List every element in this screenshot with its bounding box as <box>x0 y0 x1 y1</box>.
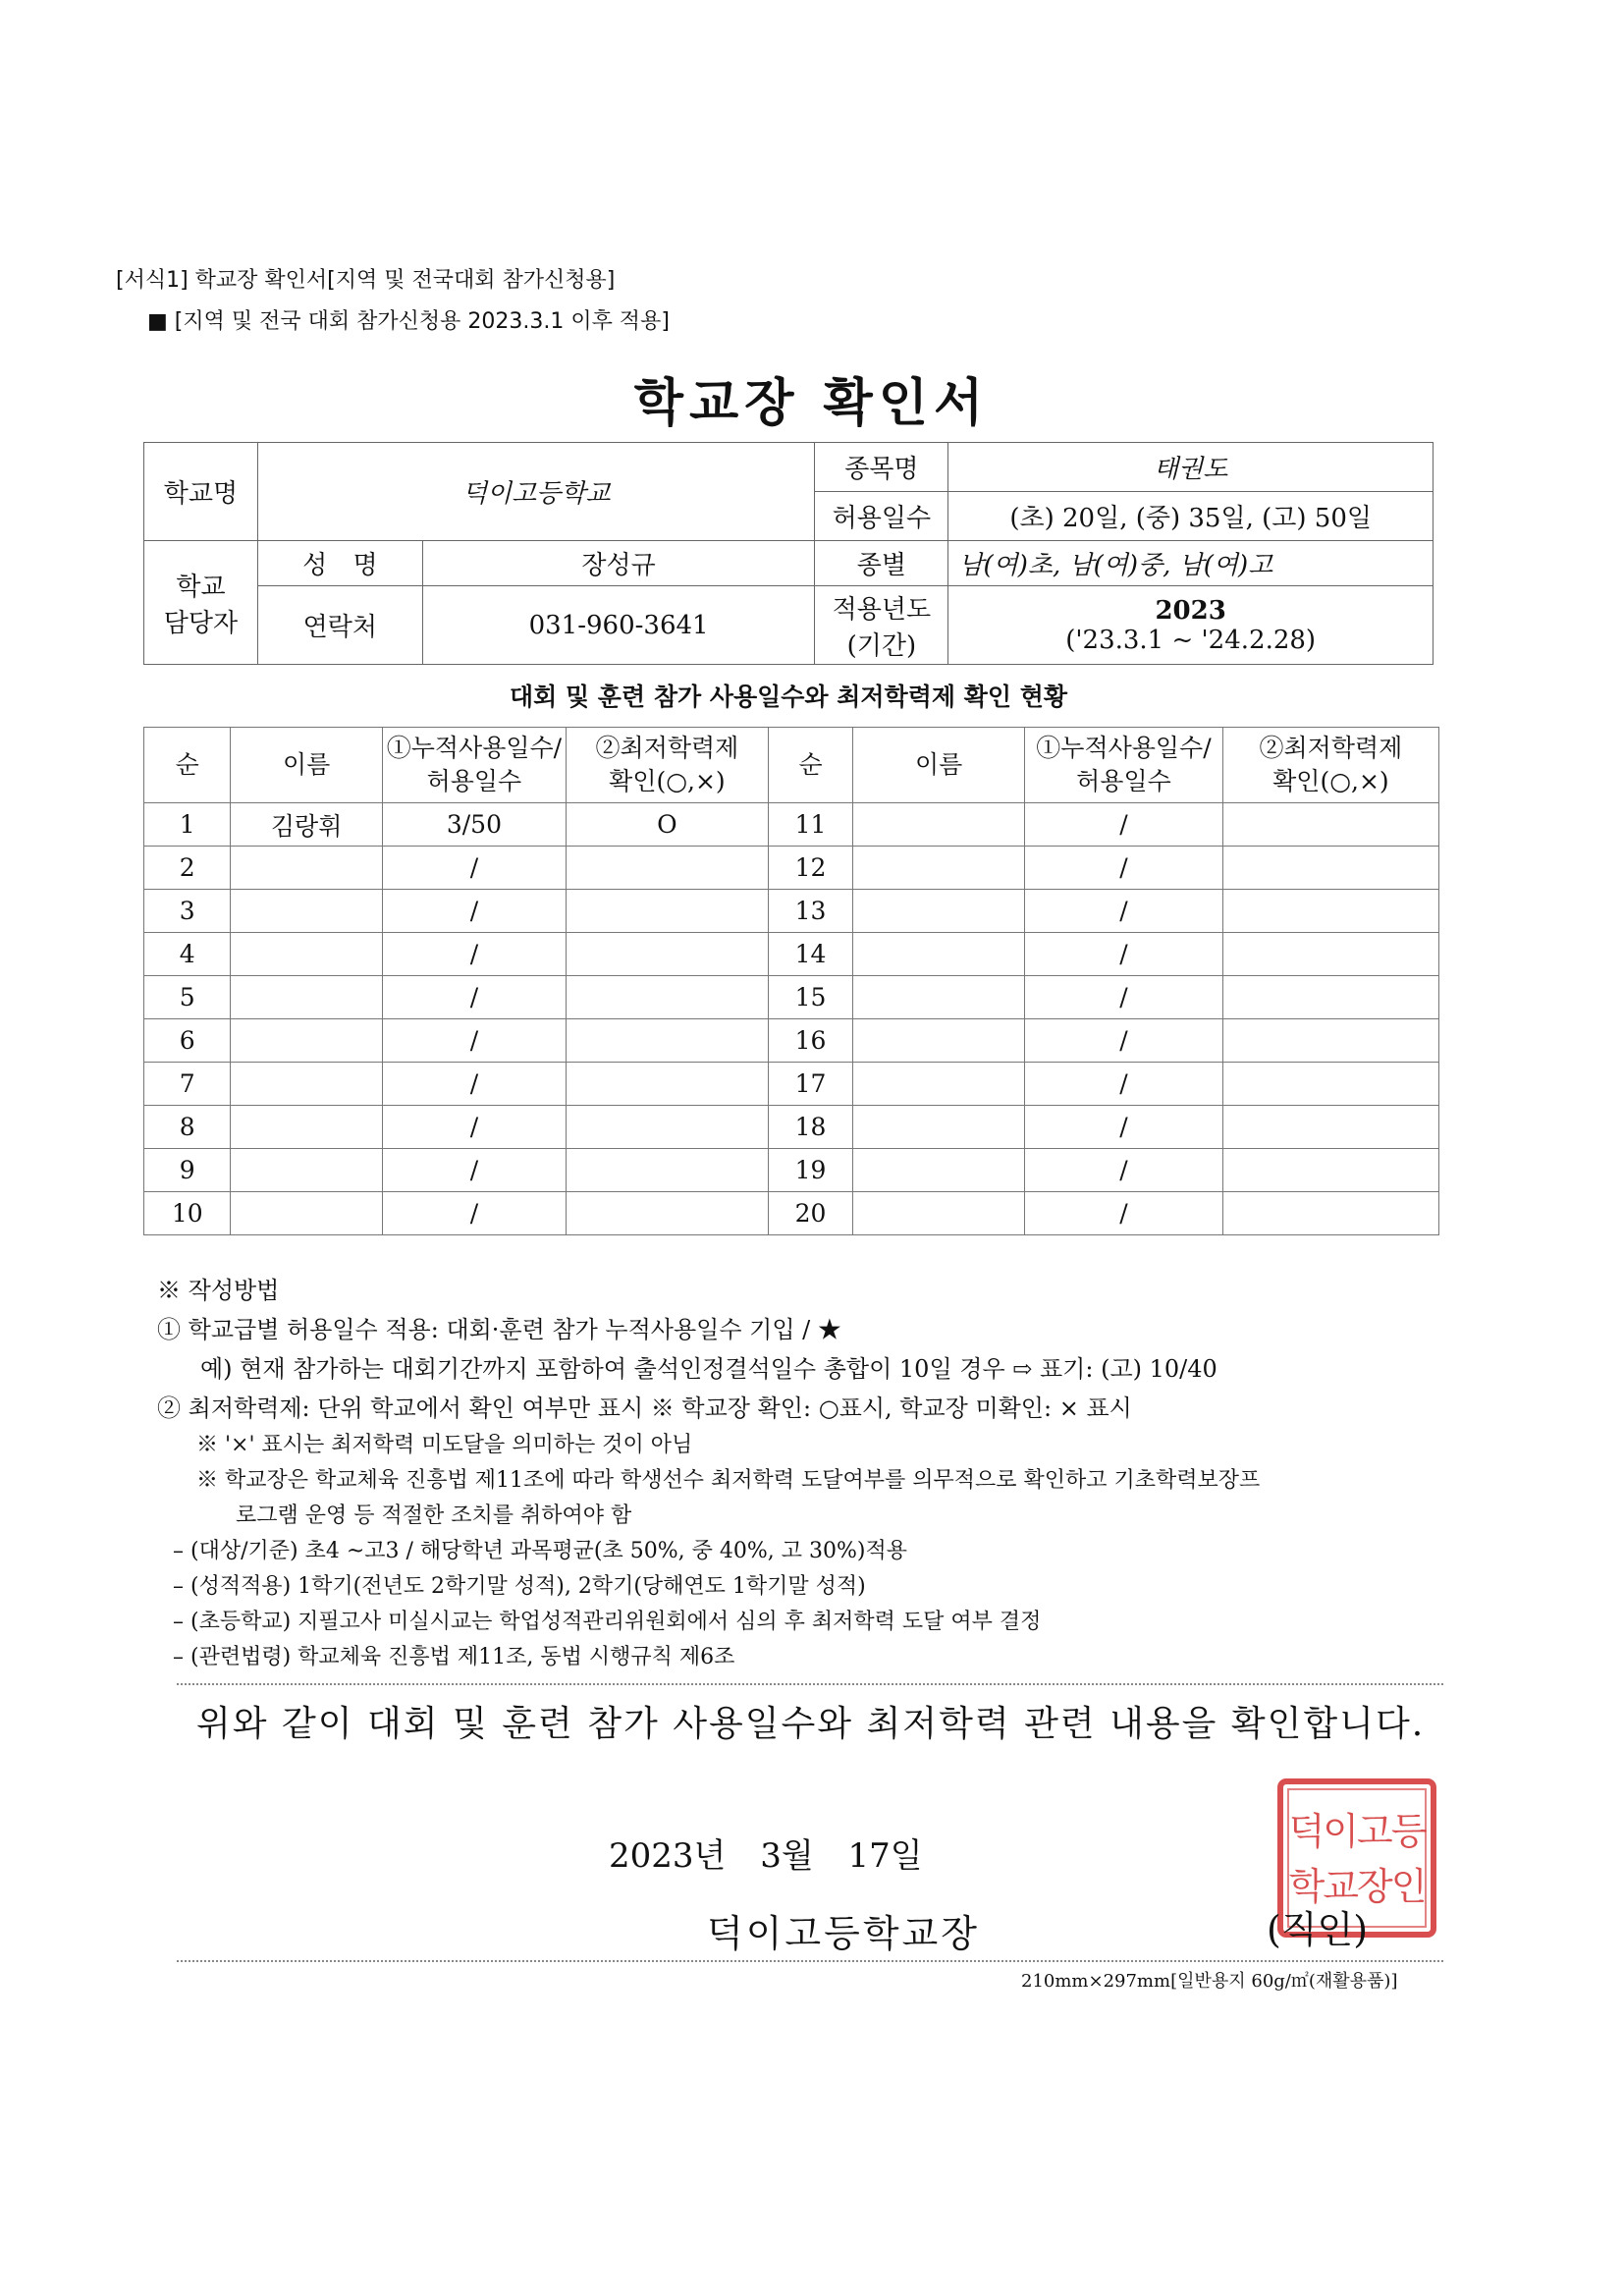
row-no: 14 <box>768 933 852 976</box>
paper-spec: 210mm×297mm[일반용지 60g/㎡(재활용품)] <box>1021 1971 1398 1992</box>
row-name <box>853 1149 1025 1192</box>
row-name <box>231 1106 382 1149</box>
col-name-right: 이름 <box>853 728 1025 803</box>
row-no: 13 <box>768 890 852 933</box>
col-no-right: 순 <box>768 728 852 803</box>
divider-bottom <box>177 1960 1443 1962</box>
divider-top <box>177 1683 1443 1685</box>
row-min <box>1222 847 1438 890</box>
row-days: / <box>1025 847 1223 890</box>
table-row <box>144 803 1439 847</box>
row-no: 4 <box>144 933 231 976</box>
table-row <box>144 976 1439 1019</box>
detail-elementary: – (초등학교) 지필고사 미실시교는 학업성적관리위원회에서 심의 후 최저학력 도달 여부 결정 <box>173 1610 1042 1634</box>
seal-label: (직인) <box>1267 1908 1369 1951</box>
row-min <box>567 890 769 933</box>
col-days-line1: ①누적사용일수/ <box>386 734 563 762</box>
row-no: 12 <box>768 847 852 890</box>
row-days: / <box>1025 933 1223 976</box>
row-days: / <box>382 1149 566 1192</box>
row-no: 6 <box>144 1019 231 1063</box>
row-days: / <box>382 847 566 890</box>
date-year: 2023년 <box>609 1836 727 1876</box>
form-label: [서식1] 학교장 확인서[지역 및 전국대회 참가신청용] <box>116 268 616 293</box>
col-min-right <box>1222 728 1438 803</box>
row-name <box>853 890 1025 933</box>
row-days: / <box>382 890 566 933</box>
row-name <box>853 976 1025 1019</box>
category-label: 종별 <box>815 541 948 586</box>
detail-law: – (관련법령) 학교체육 진흥법 제11조, 동법 시행규칙 제6조 <box>173 1645 735 1669</box>
row-name <box>231 1149 382 1192</box>
table-row <box>144 1019 1439 1063</box>
row-name <box>231 847 382 890</box>
col-min-line2: 확인(○,×) <box>1272 767 1389 795</box>
col-days-line1: ①누적사용일수/ <box>1036 734 1212 762</box>
row-no: 5 <box>144 976 231 1019</box>
row-days: / <box>1025 1106 1223 1149</box>
table-row <box>144 847 1439 890</box>
row-days: / <box>1025 803 1223 847</box>
allowed-days-value: (초) 20일, (중) 35일, (고) 50일 <box>948 492 1434 541</box>
row-no: 3 <box>144 890 231 933</box>
row-min <box>567 1019 769 1063</box>
row-name <box>853 1106 1025 1149</box>
row-name <box>231 976 382 1019</box>
table-header-row <box>144 728 1439 803</box>
notes-heading: ※ 작성방법 <box>157 1277 280 1304</box>
row-min <box>1222 803 1438 847</box>
col-no: 순 <box>144 728 231 803</box>
phone-label: 연락처 <box>257 586 422 665</box>
row-no: 10 <box>144 1192 231 1235</box>
row-name <box>853 1192 1025 1235</box>
row-days: / <box>382 1063 566 1106</box>
col-min-line1: ②최저학력제 <box>595 734 739 762</box>
row-min <box>567 847 769 890</box>
row-min <box>567 1063 769 1106</box>
row-name <box>853 1019 1025 1063</box>
note-2-sub-2: ※ 학교장은 학교체육 진흥법 제11조에 따라 학생선수 최저학력 도달여부를 의무적으로 확인하고 기초학력보장프 <box>196 1468 1261 1493</box>
table-row <box>144 1106 1439 1149</box>
row-days: / <box>382 1019 566 1063</box>
period-value: ('23.3.1 ~ '24.2.28) <box>1065 625 1317 655</box>
row-no: 19 <box>768 1149 852 1192</box>
contact-label-line2: 담당자 <box>163 608 239 638</box>
name-value: 장성규 <box>422 541 815 586</box>
row-no: 9 <box>144 1149 231 1192</box>
confirmation-text: 위와 같이 대회 및 훈련 참가 사용일수와 최저학력 관련 내용을 확인합니다. <box>196 1704 1426 1744</box>
row-min <box>567 976 769 1019</box>
event-label: 종목명 <box>815 443 948 492</box>
year-label-line2: (기간) <box>846 630 917 661</box>
row-no: 18 <box>768 1106 852 1149</box>
row-min <box>567 1149 769 1192</box>
detail-target: – (대상/기준) 초4 ~고3 / 해당학년 과목평균(초 50%, 중 40%, 고 30%)적용 <box>173 1539 907 1563</box>
row-min <box>567 1106 769 1149</box>
row-min <box>1222 933 1438 976</box>
row-min <box>1222 1019 1438 1063</box>
row-name <box>231 1063 382 1106</box>
participation-table <box>143 727 1439 1235</box>
name-label: 성 명 <box>257 541 422 586</box>
table-row <box>144 890 1439 933</box>
svg-text:덕이고등: 덕이고등 <box>1288 1810 1426 1853</box>
year-label-line1: 적용년도 <box>832 594 932 625</box>
table-row <box>144 1063 1439 1106</box>
row-days: / <box>1025 1019 1223 1063</box>
year-cell <box>948 586 1434 665</box>
year-label <box>815 586 948 665</box>
row-days: / <box>382 1106 566 1149</box>
row-days: / <box>382 933 566 976</box>
row-days: / <box>382 1192 566 1235</box>
principal-name: 덕이고등학교장 <box>707 1912 980 1955</box>
col-min-line1: ②최저학력제 <box>1259 734 1403 762</box>
row-no: 1 <box>144 803 231 847</box>
col-days-right <box>1025 728 1223 803</box>
col-name: 이름 <box>231 728 382 803</box>
row-min <box>1222 890 1438 933</box>
col-days-line2: 허용일수 <box>426 767 522 795</box>
event-value: 태권도 <box>948 443 1434 492</box>
row-days: 3/50 <box>382 803 566 847</box>
instructions <box>157 1271 1453 1675</box>
row-min <box>1222 1149 1438 1192</box>
note-2-sub-1: ※ '×' 표시는 최저학력 미도달을 의미하는 것이 아님 <box>196 1433 693 1457</box>
phone-value: 031-960-3641 <box>422 586 815 665</box>
row-min: O <box>567 803 769 847</box>
contact-label <box>144 541 258 665</box>
row-no: 8 <box>144 1106 231 1149</box>
row-name <box>853 1063 1025 1106</box>
date-day: 17일 <box>847 1836 923 1876</box>
section-title: 대회 및 훈련 참가 사용일수와 최저학력제 확인 현황 <box>509 683 1068 711</box>
svg-text:학교장인: 학교장인 <box>1288 1865 1426 1908</box>
row-days: / <box>1025 1063 1223 1106</box>
row-name <box>231 890 382 933</box>
row-no: 16 <box>768 1019 852 1063</box>
row-min <box>1222 1106 1438 1149</box>
form-sublabel: ■ [지역 및 전국 대회 참가신청용 2023.3.1 이후 적용] <box>147 309 670 334</box>
note-2: ② 최저학력제: 단위 학교에서 확인 여부만 표시 ※ 학교장 확인: ○표시, 학교장 미확인: × 표시 <box>157 1394 1132 1422</box>
row-days: / <box>382 976 566 1019</box>
row-name <box>231 1019 382 1063</box>
col-min <box>567 728 769 803</box>
row-days: / <box>1025 1149 1223 1192</box>
row-name: 김랑휘 <box>231 803 382 847</box>
row-name <box>853 803 1025 847</box>
col-days <box>382 728 566 803</box>
row-min <box>1222 1192 1438 1235</box>
date <box>609 1829 923 1877</box>
school-value: 덕이고등학교 <box>257 443 815 541</box>
info-table <box>143 442 1434 665</box>
row-no: 20 <box>768 1192 852 1235</box>
row-name <box>231 933 382 976</box>
row-min <box>567 1192 769 1235</box>
note-1-example: 예) 현재 참가하는 대회기간까지 포함하여 출석인정결석일수 총합이 10일 경우 ⇨ 표기: (고) 10/40 <box>200 1355 1217 1383</box>
row-days: / <box>1025 976 1223 1019</box>
col-min-line2: 확인(○,×) <box>609 767 726 795</box>
document-title: 학교장 확인서 <box>633 374 990 433</box>
row-no: 2 <box>144 847 231 890</box>
row-no: 17 <box>768 1063 852 1106</box>
row-name <box>853 847 1025 890</box>
category-value: 남(여)초, 남(여)중, 남(여)고 <box>948 541 1434 586</box>
table-row <box>144 1149 1439 1192</box>
row-name <box>231 1192 382 1235</box>
row-no: 15 <box>768 976 852 1019</box>
row-no: 11 <box>768 803 852 847</box>
year-value: 2023 <box>1155 595 1226 626</box>
row-min <box>1222 976 1438 1019</box>
row-min <box>567 933 769 976</box>
row-min <box>1222 1063 1438 1106</box>
school-label: 학교명 <box>144 443 258 541</box>
row-no: 7 <box>144 1063 231 1106</box>
row-name <box>853 933 1025 976</box>
date-month: 3월 <box>760 1836 814 1876</box>
table-row <box>144 933 1439 976</box>
note-1: ① 학교급별 허용일수 적용: 대회·훈련 참가 누적사용일수 기입 / ★ <box>157 1316 841 1343</box>
row-days: / <box>1025 890 1223 933</box>
allowed-days-label: 허용일수 <box>815 492 948 541</box>
contact-label-line1: 학교 <box>176 572 226 602</box>
row-days: / <box>1025 1192 1223 1235</box>
detail-grades: – (성적적용) 1학기(전년도 2학기말 성적), 2학기(당해연도 1학기말 성적) <box>173 1574 866 1599</box>
col-days-line2: 허용일수 <box>1076 767 1171 795</box>
note-2-sub-2b: 로그램 운영 등 적절한 조치를 취하여야 함 <box>236 1503 632 1528</box>
table-row <box>144 1192 1439 1235</box>
